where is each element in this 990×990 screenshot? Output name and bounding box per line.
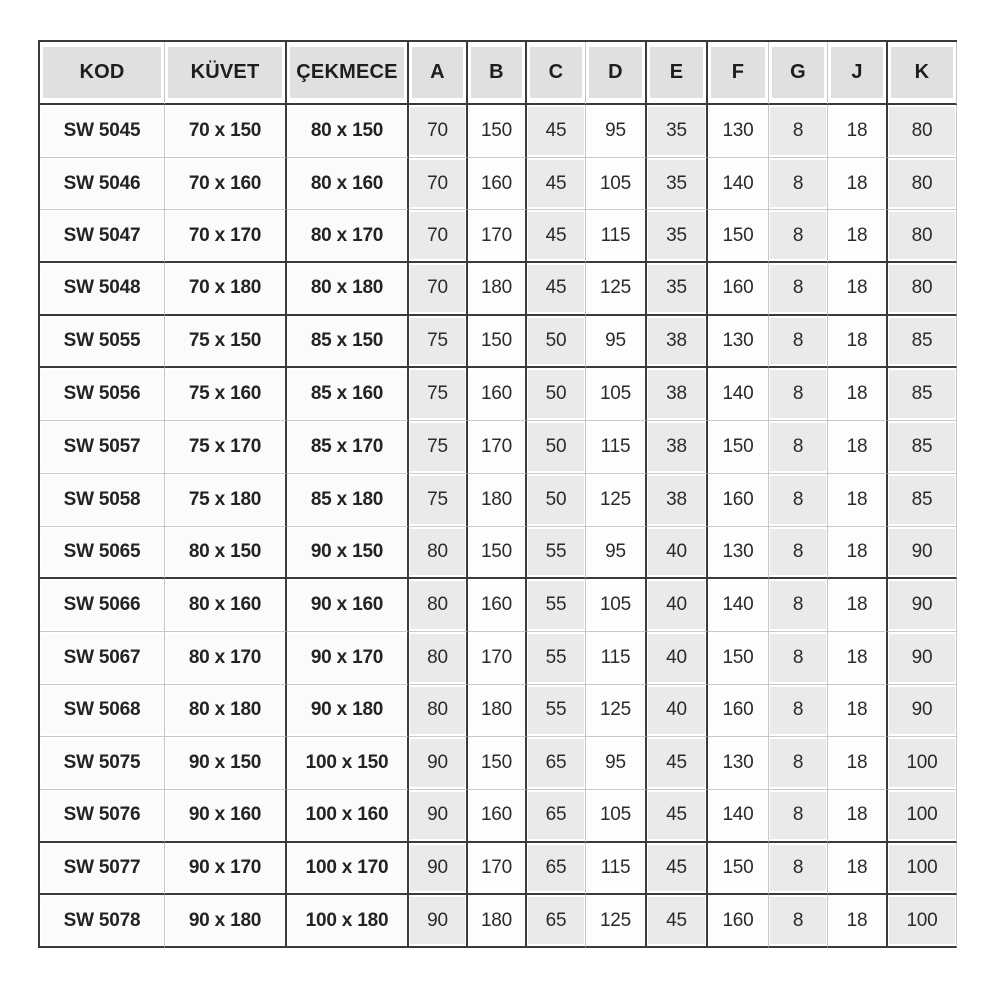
cell-c: 45 <box>527 263 586 316</box>
cell-kod: SW 5077 <box>40 843 165 896</box>
table-row <box>40 210 957 263</box>
cell-f: 150 <box>708 632 769 685</box>
cell-kuvet: 90 x 170 <box>165 843 287 896</box>
cell-cekmece: 80 x 180 <box>287 263 409 316</box>
cell-c: 55 <box>527 579 586 632</box>
cell-c: 45 <box>527 210 586 263</box>
cell-g: 8 <box>769 263 828 316</box>
cell-cekmece: 85 x 150 <box>287 316 409 369</box>
cell-g: 8 <box>769 158 828 211</box>
cell-j: 18 <box>828 263 888 316</box>
table-row <box>40 685 957 738</box>
cell-g: 8 <box>769 421 828 474</box>
cell-f: 130 <box>708 316 769 369</box>
cell-e: 40 <box>647 632 708 685</box>
cell-cekmece: 90 x 180 <box>287 685 409 738</box>
spec-table-container <box>38 40 957 948</box>
cell-c: 65 <box>527 895 586 948</box>
cell-c: 65 <box>527 737 586 790</box>
cell-k: 100 <box>888 790 957 843</box>
cell-b: 150 <box>468 527 527 580</box>
cell-a: 80 <box>409 579 468 632</box>
table-row <box>40 421 957 474</box>
cell-f: 130 <box>708 737 769 790</box>
cell-j: 18 <box>828 685 888 738</box>
cell-kuvet: 75 x 150 <box>165 316 287 369</box>
cell-c: 65 <box>527 790 586 843</box>
cell-j: 18 <box>828 632 888 685</box>
cell-e: 38 <box>647 421 708 474</box>
cell-c: 50 <box>527 474 586 527</box>
cell-kod: SW 5056 <box>40 368 165 421</box>
cell-cekmece: 85 x 180 <box>287 474 409 527</box>
cell-b: 170 <box>468 843 527 896</box>
cell-c: 65 <box>527 843 586 896</box>
cell-c: 50 <box>527 316 586 369</box>
column-header-e: E <box>647 42 708 105</box>
cell-k: 80 <box>888 210 957 263</box>
cell-f: 160 <box>708 474 769 527</box>
cell-kuvet: 70 x 180 <box>165 263 287 316</box>
cell-kod: SW 5065 <box>40 527 165 580</box>
cell-b: 180 <box>468 263 527 316</box>
cell-c: 50 <box>527 421 586 474</box>
cell-j: 18 <box>828 737 888 790</box>
table-row <box>40 316 957 369</box>
column-header-g: G <box>769 42 828 105</box>
cell-j: 18 <box>828 579 888 632</box>
cell-b: 160 <box>468 579 527 632</box>
cell-kod: SW 5057 <box>40 421 165 474</box>
cell-f: 140 <box>708 790 769 843</box>
cell-k: 85 <box>888 316 957 369</box>
cell-kuvet: 90 x 160 <box>165 790 287 843</box>
cell-a: 75 <box>409 316 468 369</box>
table-row <box>40 579 957 632</box>
cell-b: 180 <box>468 895 527 948</box>
cell-e: 38 <box>647 368 708 421</box>
cell-k: 90 <box>888 579 957 632</box>
cell-b: 180 <box>468 474 527 527</box>
cell-b: 150 <box>468 316 527 369</box>
cell-a: 80 <box>409 527 468 580</box>
cell-g: 8 <box>769 105 828 158</box>
cell-j: 18 <box>828 368 888 421</box>
cell-d: 95 <box>586 105 647 158</box>
cell-k: 100 <box>888 737 957 790</box>
table-row <box>40 474 957 527</box>
cell-j: 18 <box>828 421 888 474</box>
cell-g: 8 <box>769 737 828 790</box>
cell-kod: SW 5045 <box>40 105 165 158</box>
column-header-j: J <box>828 42 888 105</box>
cell-kod: SW 5048 <box>40 263 165 316</box>
cell-cekmece: 100 x 160 <box>287 790 409 843</box>
table-row <box>40 632 957 685</box>
cell-cekmece: 90 x 160 <box>287 579 409 632</box>
cell-e: 45 <box>647 790 708 843</box>
cell-k: 85 <box>888 368 957 421</box>
cell-d: 105 <box>586 368 647 421</box>
cell-f: 160 <box>708 263 769 316</box>
cell-b: 170 <box>468 210 527 263</box>
cell-d: 125 <box>586 895 647 948</box>
cell-k: 80 <box>888 105 957 158</box>
cell-a: 90 <box>409 790 468 843</box>
cell-kuvet: 75 x 180 <box>165 474 287 527</box>
cell-k: 85 <box>888 421 957 474</box>
cell-kuvet: 90 x 150 <box>165 737 287 790</box>
cell-f: 140 <box>708 368 769 421</box>
cell-d: 95 <box>586 316 647 369</box>
cell-b: 150 <box>468 737 527 790</box>
cell-a: 70 <box>409 210 468 263</box>
cell-f: 130 <box>708 105 769 158</box>
cell-g: 8 <box>769 895 828 948</box>
cell-d: 115 <box>586 421 647 474</box>
cell-kod: SW 5078 <box>40 895 165 948</box>
cell-e: 35 <box>647 210 708 263</box>
column-header-c: C <box>527 42 586 105</box>
cell-e: 35 <box>647 263 708 316</box>
cell-e: 38 <box>647 316 708 369</box>
cell-k: 85 <box>888 474 957 527</box>
cell-e: 45 <box>647 737 708 790</box>
column-header-cekmece: ÇEKMECE <box>287 42 409 105</box>
cell-kod: SW 5046 <box>40 158 165 211</box>
cell-j: 18 <box>828 527 888 580</box>
cell-kuvet: 70 x 160 <box>165 158 287 211</box>
cell-a: 70 <box>409 158 468 211</box>
cell-kuvet: 80 x 160 <box>165 579 287 632</box>
cell-d: 115 <box>586 632 647 685</box>
cell-kod: SW 5066 <box>40 579 165 632</box>
cell-e: 45 <box>647 895 708 948</box>
table-row <box>40 263 957 316</box>
cell-kuvet: 80 x 170 <box>165 632 287 685</box>
cell-g: 8 <box>769 474 828 527</box>
cell-cekmece: 85 x 160 <box>287 368 409 421</box>
cell-c: 55 <box>527 527 586 580</box>
cell-b: 180 <box>468 685 527 738</box>
cell-e: 35 <box>647 158 708 211</box>
cell-kuvet: 80 x 180 <box>165 685 287 738</box>
cell-kod: SW 5067 <box>40 632 165 685</box>
table-row <box>40 368 957 421</box>
cell-b: 170 <box>468 421 527 474</box>
cell-cekmece: 100 x 170 <box>287 843 409 896</box>
cell-e: 40 <box>647 685 708 738</box>
cell-e: 45 <box>647 843 708 896</box>
cell-kod: SW 5047 <box>40 210 165 263</box>
cell-j: 18 <box>828 316 888 369</box>
table-row <box>40 895 957 948</box>
cell-k: 90 <box>888 527 957 580</box>
cell-g: 8 <box>769 316 828 369</box>
cell-cekmece: 80 x 160 <box>287 158 409 211</box>
cell-a: 80 <box>409 685 468 738</box>
cell-kuvet: 90 x 180 <box>165 895 287 948</box>
cell-kuvet: 75 x 170 <box>165 421 287 474</box>
cell-g: 8 <box>769 579 828 632</box>
cell-d: 105 <box>586 158 647 211</box>
cell-f: 150 <box>708 421 769 474</box>
cell-e: 40 <box>647 527 708 580</box>
cell-kod: SW 5076 <box>40 790 165 843</box>
cell-a: 90 <box>409 737 468 790</box>
column-header-d: D <box>586 42 647 105</box>
table-body <box>40 105 957 948</box>
cell-cekmece: 100 x 150 <box>287 737 409 790</box>
cell-g: 8 <box>769 685 828 738</box>
cell-a: 80 <box>409 632 468 685</box>
cell-k: 100 <box>888 895 957 948</box>
cell-cekmece: 90 x 150 <box>287 527 409 580</box>
cell-a: 75 <box>409 368 468 421</box>
cell-d: 115 <box>586 210 647 263</box>
cell-kuvet: 70 x 170 <box>165 210 287 263</box>
cell-cekmece: 80 x 150 <box>287 105 409 158</box>
cell-k: 90 <box>888 685 957 738</box>
cell-d: 105 <box>586 579 647 632</box>
cell-e: 38 <box>647 474 708 527</box>
cell-j: 18 <box>828 158 888 211</box>
cell-j: 18 <box>828 843 888 896</box>
cell-f: 150 <box>708 210 769 263</box>
cell-kod: SW 5058 <box>40 474 165 527</box>
cell-a: 90 <box>409 843 468 896</box>
cell-kod: SW 5075 <box>40 737 165 790</box>
cell-d: 95 <box>586 737 647 790</box>
table-header <box>40 42 957 105</box>
cell-j: 18 <box>828 105 888 158</box>
cell-g: 8 <box>769 527 828 580</box>
cell-a: 70 <box>409 105 468 158</box>
cell-kod: SW 5068 <box>40 685 165 738</box>
table-row <box>40 105 957 158</box>
cell-b: 160 <box>468 368 527 421</box>
cell-g: 8 <box>769 632 828 685</box>
column-header-kod: KOD <box>40 42 165 105</box>
cell-b: 160 <box>468 158 527 211</box>
cell-j: 18 <box>828 790 888 843</box>
cell-g: 8 <box>769 843 828 896</box>
cell-kuvet: 75 x 160 <box>165 368 287 421</box>
cell-k: 100 <box>888 843 957 896</box>
cell-cekmece: 85 x 170 <box>287 421 409 474</box>
column-header-a: A <box>409 42 468 105</box>
cell-d: 125 <box>586 685 647 738</box>
table-row <box>40 737 957 790</box>
cell-f: 160 <box>708 895 769 948</box>
cell-b: 160 <box>468 790 527 843</box>
cell-a: 90 <box>409 895 468 948</box>
cell-a: 75 <box>409 474 468 527</box>
cell-c: 55 <box>527 685 586 738</box>
cell-kuvet: 80 x 150 <box>165 527 287 580</box>
cell-d: 125 <box>586 263 647 316</box>
cell-g: 8 <box>769 210 828 263</box>
cell-k: 90 <box>888 632 957 685</box>
cell-k: 80 <box>888 158 957 211</box>
spec-table <box>38 40 957 948</box>
cell-c: 45 <box>527 158 586 211</box>
cell-g: 8 <box>769 368 828 421</box>
cell-j: 18 <box>828 474 888 527</box>
cell-f: 130 <box>708 527 769 580</box>
cell-c: 45 <box>527 105 586 158</box>
cell-c: 50 <box>527 368 586 421</box>
column-header-k: K <box>888 42 957 105</box>
cell-j: 18 <box>828 895 888 948</box>
cell-a: 70 <box>409 263 468 316</box>
cell-k: 80 <box>888 263 957 316</box>
cell-kuvet: 70 x 150 <box>165 105 287 158</box>
cell-g: 8 <box>769 790 828 843</box>
column-header-f: F <box>708 42 769 105</box>
cell-e: 40 <box>647 579 708 632</box>
table-row <box>40 843 957 896</box>
cell-d: 125 <box>586 474 647 527</box>
cell-e: 35 <box>647 105 708 158</box>
cell-f: 150 <box>708 843 769 896</box>
table-row <box>40 158 957 211</box>
cell-d: 115 <box>586 843 647 896</box>
table-row <box>40 527 957 580</box>
cell-b: 170 <box>468 632 527 685</box>
cell-cekmece: 100 x 180 <box>287 895 409 948</box>
cell-d: 105 <box>586 790 647 843</box>
cell-d: 95 <box>586 527 647 580</box>
table-row <box>40 790 957 843</box>
cell-b: 150 <box>468 105 527 158</box>
cell-f: 160 <box>708 685 769 738</box>
cell-j: 18 <box>828 210 888 263</box>
cell-f: 140 <box>708 579 769 632</box>
column-header-b: B <box>468 42 527 105</box>
cell-f: 140 <box>708 158 769 211</box>
cell-kod: SW 5055 <box>40 316 165 369</box>
cell-c: 55 <box>527 632 586 685</box>
header-row <box>40 42 957 105</box>
cell-a: 75 <box>409 421 468 474</box>
column-header-kuvet: KÜVET <box>165 42 287 105</box>
cell-cekmece: 90 x 170 <box>287 632 409 685</box>
cell-cekmece: 80 x 170 <box>287 210 409 263</box>
